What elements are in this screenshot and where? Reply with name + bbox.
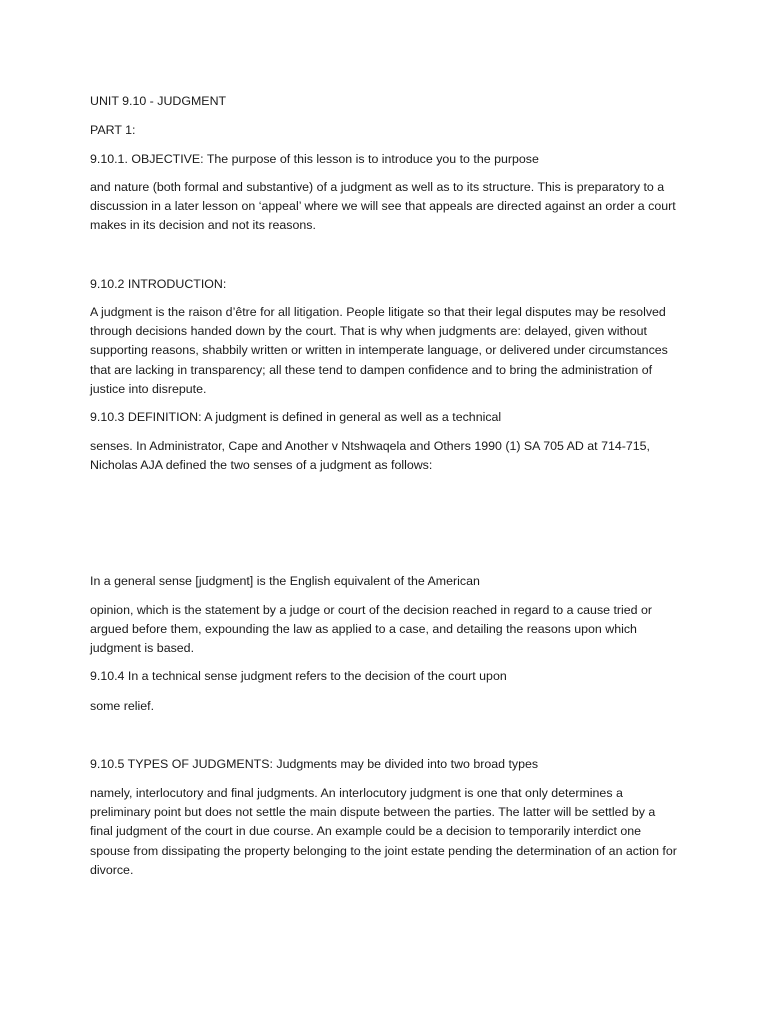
objective-heading: 9.10.1. OBJECTIVE: The purpose of this lesson is to introduce you to the purpose: [90, 152, 539, 166]
part-label: PART 1:: [90, 123, 136, 137]
general-sense-body: opinion, which is the statement by a judge or court of the decision reached in regard to a cause tried or argued before them, expounding the law as applied to a case, and detailing the reasons upon which judgment is based.: [90, 603, 653, 656]
general-sense-heading: In a general sense [judgment] is the English equivalent of the American: [90, 574, 480, 588]
types-heading: 9.10.5 TYPES OF JUDGMENTS: Judgments may be divided into two broad types: [90, 757, 539, 771]
introduction-body: A judgment is the raison d’être for all litigation. People litigate so that their legal disputes may be resolved through decisions handed down by the court. That is why when judgments are: delayed, given without supporting reasons, shabbily written or written in intemperate language, or delivered under circumstances that are lacking in transparency; all these tend to dampen confidence and to bring the administration of justice into disrepute.: [90, 305, 668, 396]
technical-sense-body: some relief.: [90, 699, 155, 713]
introduction-heading: 9.10.2 INTRODUCTION:: [90, 277, 227, 291]
types-body: namely, interlocutory and final judgments. An interlocutory judgment is one that only determines a preliminary point but does not settle the main dispute between the parties. The latter will be settled by a final judgment of the court in due course. An example could be a decision to temporarily interdict one spouse from dissipating the property belonging to the joint estate pending the determination of an action for divorce.: [90, 786, 677, 877]
definition-body: senses. In Administrator, Cape and Another v Ntshwaqela and Others 1990 (1) SA 705 AD at 714-715, Nicholas AJA defined the two senses of a judgment as follows:: [90, 439, 650, 473]
objective-body: and nature (both formal and substantive) of a judgment as well as to its structure. This is preparatory to a discussion in a later lesson on ‘appeal’ where we will see that appeals are directed against an order a court makes in its decision and not its reasons.: [90, 180, 676, 233]
technical-sense-heading: 9.10.4 In a technical sense judgment refers to the decision of the court upon: [90, 669, 507, 683]
unit-title: UNIT 9.10 - JUDGMENT: [90, 94, 227, 108]
definition-heading: 9.10.3 DEFINITION: A judgment is defined in general as well as a technical: [90, 410, 502, 424]
